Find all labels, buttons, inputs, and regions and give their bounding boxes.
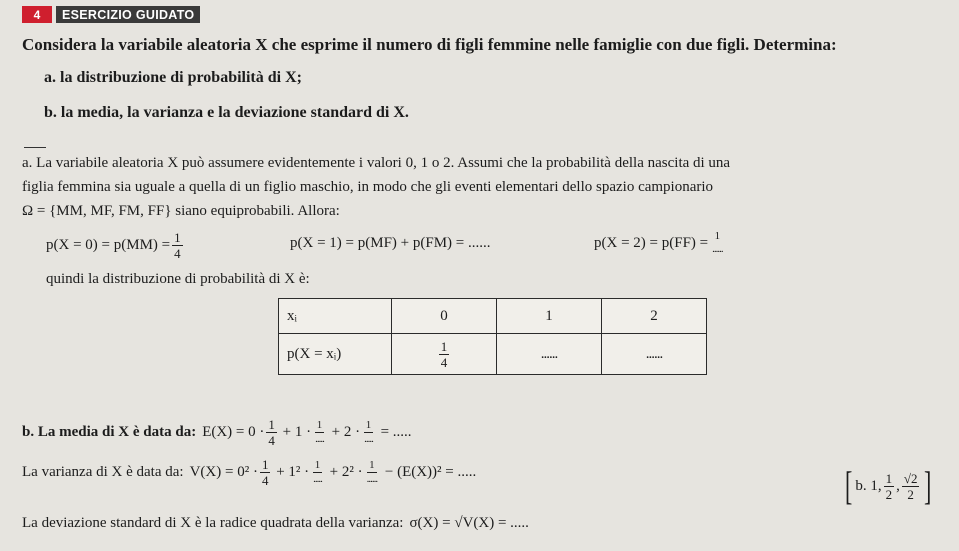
- table-p0-fraction: [439, 340, 450, 369]
- separator-line: [24, 147, 46, 148]
- answer-frac-2-numerator: √2: [903, 470, 918, 486]
- table-header-xi: xᵢ: [279, 299, 392, 334]
- mean-expr-start: E(X) = 0 ·: [202, 424, 265, 440]
- answer-prefix: b. 1,: [855, 477, 882, 494]
- table-p0-denominator: 4: [440, 354, 448, 370]
- prob-x0: [46, 231, 185, 260]
- table-cell-p1: ......: [497, 334, 602, 375]
- prob-x0-numerator: 1: [174, 230, 181, 245]
- table-cell-p0: [392, 334, 497, 375]
- sd-expr: σ(X) = √V(X) = .....: [409, 515, 529, 531]
- table-cell-x0: 0: [392, 299, 497, 334]
- table-header-prob: p(X = xᵢ): [279, 334, 392, 375]
- table-p0-numerator: 1: [440, 338, 448, 354]
- prob-x1: p(X = 1) = p(MF) + p(FM) = ......: [290, 235, 491, 251]
- answer-left-bracket: [: [844, 463, 853, 508]
- task-b: b. la media, la varianza e la deviazione standard di X.: [44, 104, 409, 121]
- table-cell-p2: ......: [602, 334, 707, 375]
- answer-frac-2-denominator: 2: [907, 486, 914, 502]
- prob-x0-denominator: 4: [174, 246, 181, 261]
- task-a: a. la distribuzione di probabilità di X;: [44, 69, 302, 86]
- mean-line: b. La media di X è data da: E(X) = 0 · $\frac{1}{4}$ + 1 · $\frac{1}{.....}$ + 2 · $\frac{1}{.....}$ = .....: [22, 417, 412, 448]
- variance-frac-0: $\frac{1}{4}$: [261, 457, 269, 488]
- exercise-intro: Considera la variabile aleatoria X che esprime il numero di figli femmine nelle famiglie con due figli. Determina:: [22, 35, 837, 54]
- table-cell-x2: 2: [602, 299, 707, 334]
- answer-box: [ b. 1, $\frac{1}{2}$ , $\frac{√2}{2}$ ]: [844, 463, 932, 508]
- variance-line: La varianza di X è data da: V(X) = 0² · $\frac{1}{4}$ + 1² · $\frac{1}{.....}$ + 2² · $\frac{1}{......}$ − (E(X))² = .....: [22, 457, 477, 488]
- variance-label: La varianza di X è data da:: [22, 464, 184, 480]
- mean-frac-2: $\frac{1}{.....}$: [364, 419, 373, 445]
- prob-x2-blank-numerator: 1: [714, 230, 721, 242]
- exercise-number: 4: [22, 6, 52, 23]
- answer-frac-1-numerator: 1: [885, 470, 893, 486]
- distribution-table: [278, 298, 707, 375]
- answer-right-bracket: ]: [924, 463, 932, 508]
- exercise-header: [22, 6, 200, 23]
- prob-x2-blank-denominator: ......: [712, 243, 723, 255]
- exercise-title: ESERCIZIO GUIDATO: [56, 6, 200, 23]
- answer-frac-2: [902, 472, 920, 501]
- prob-x0-expr: p(X = 0) = p(MM) =: [46, 237, 171, 253]
- answer-frac-1: [884, 472, 895, 501]
- sd-label: La deviazione standard di X è la radice quadrata della varianza:: [22, 515, 404, 531]
- variance-expr-start: V(X) = 0² ·: [189, 464, 258, 480]
- mean-label: b. La media di X è data da:: [22, 424, 197, 440]
- mean-frac-0: $\frac{1}{4}$: [268, 417, 275, 448]
- table-row: [279, 334, 707, 375]
- distribution-intro: quindi la distribuzione di probabilità di X è:: [46, 271, 310, 287]
- table-cell-x1: 1: [497, 299, 602, 334]
- variance-frac-1: $\frac{1}{.....}$: [313, 459, 322, 485]
- prob-x2-blank-fraction: [710, 231, 725, 255]
- mean-frac-1: $\frac{1}{.....}$: [315, 419, 324, 445]
- answer-frac-1-denominator: 2: [885, 486, 893, 502]
- sd-line: [22, 515, 529, 532]
- variance-frac-2: $\frac{1}{......}$: [366, 459, 378, 485]
- solution-a-line1: a. La variabile aleatoria X può assumere evidentemente i valori 0, 1 o 2. Assumi che la probabilità della nascita di una: [22, 155, 731, 171]
- table-row: [279, 299, 707, 334]
- prob-x0-fraction: [172, 231, 183, 260]
- prob-x2-expr: p(X = 2) = p(FF) =: [594, 234, 709, 251]
- solution-a-line3: Ω = {MM, MF, FM, FF} siano equiprobabili. Allora:: [22, 203, 340, 219]
- solution-a-line2: figlia femmina sia uguale a quella di un figlio maschio, in modo che gli eventi elementari dello spazio campionario: [22, 179, 714, 195]
- prob-x2: [594, 231, 727, 255]
